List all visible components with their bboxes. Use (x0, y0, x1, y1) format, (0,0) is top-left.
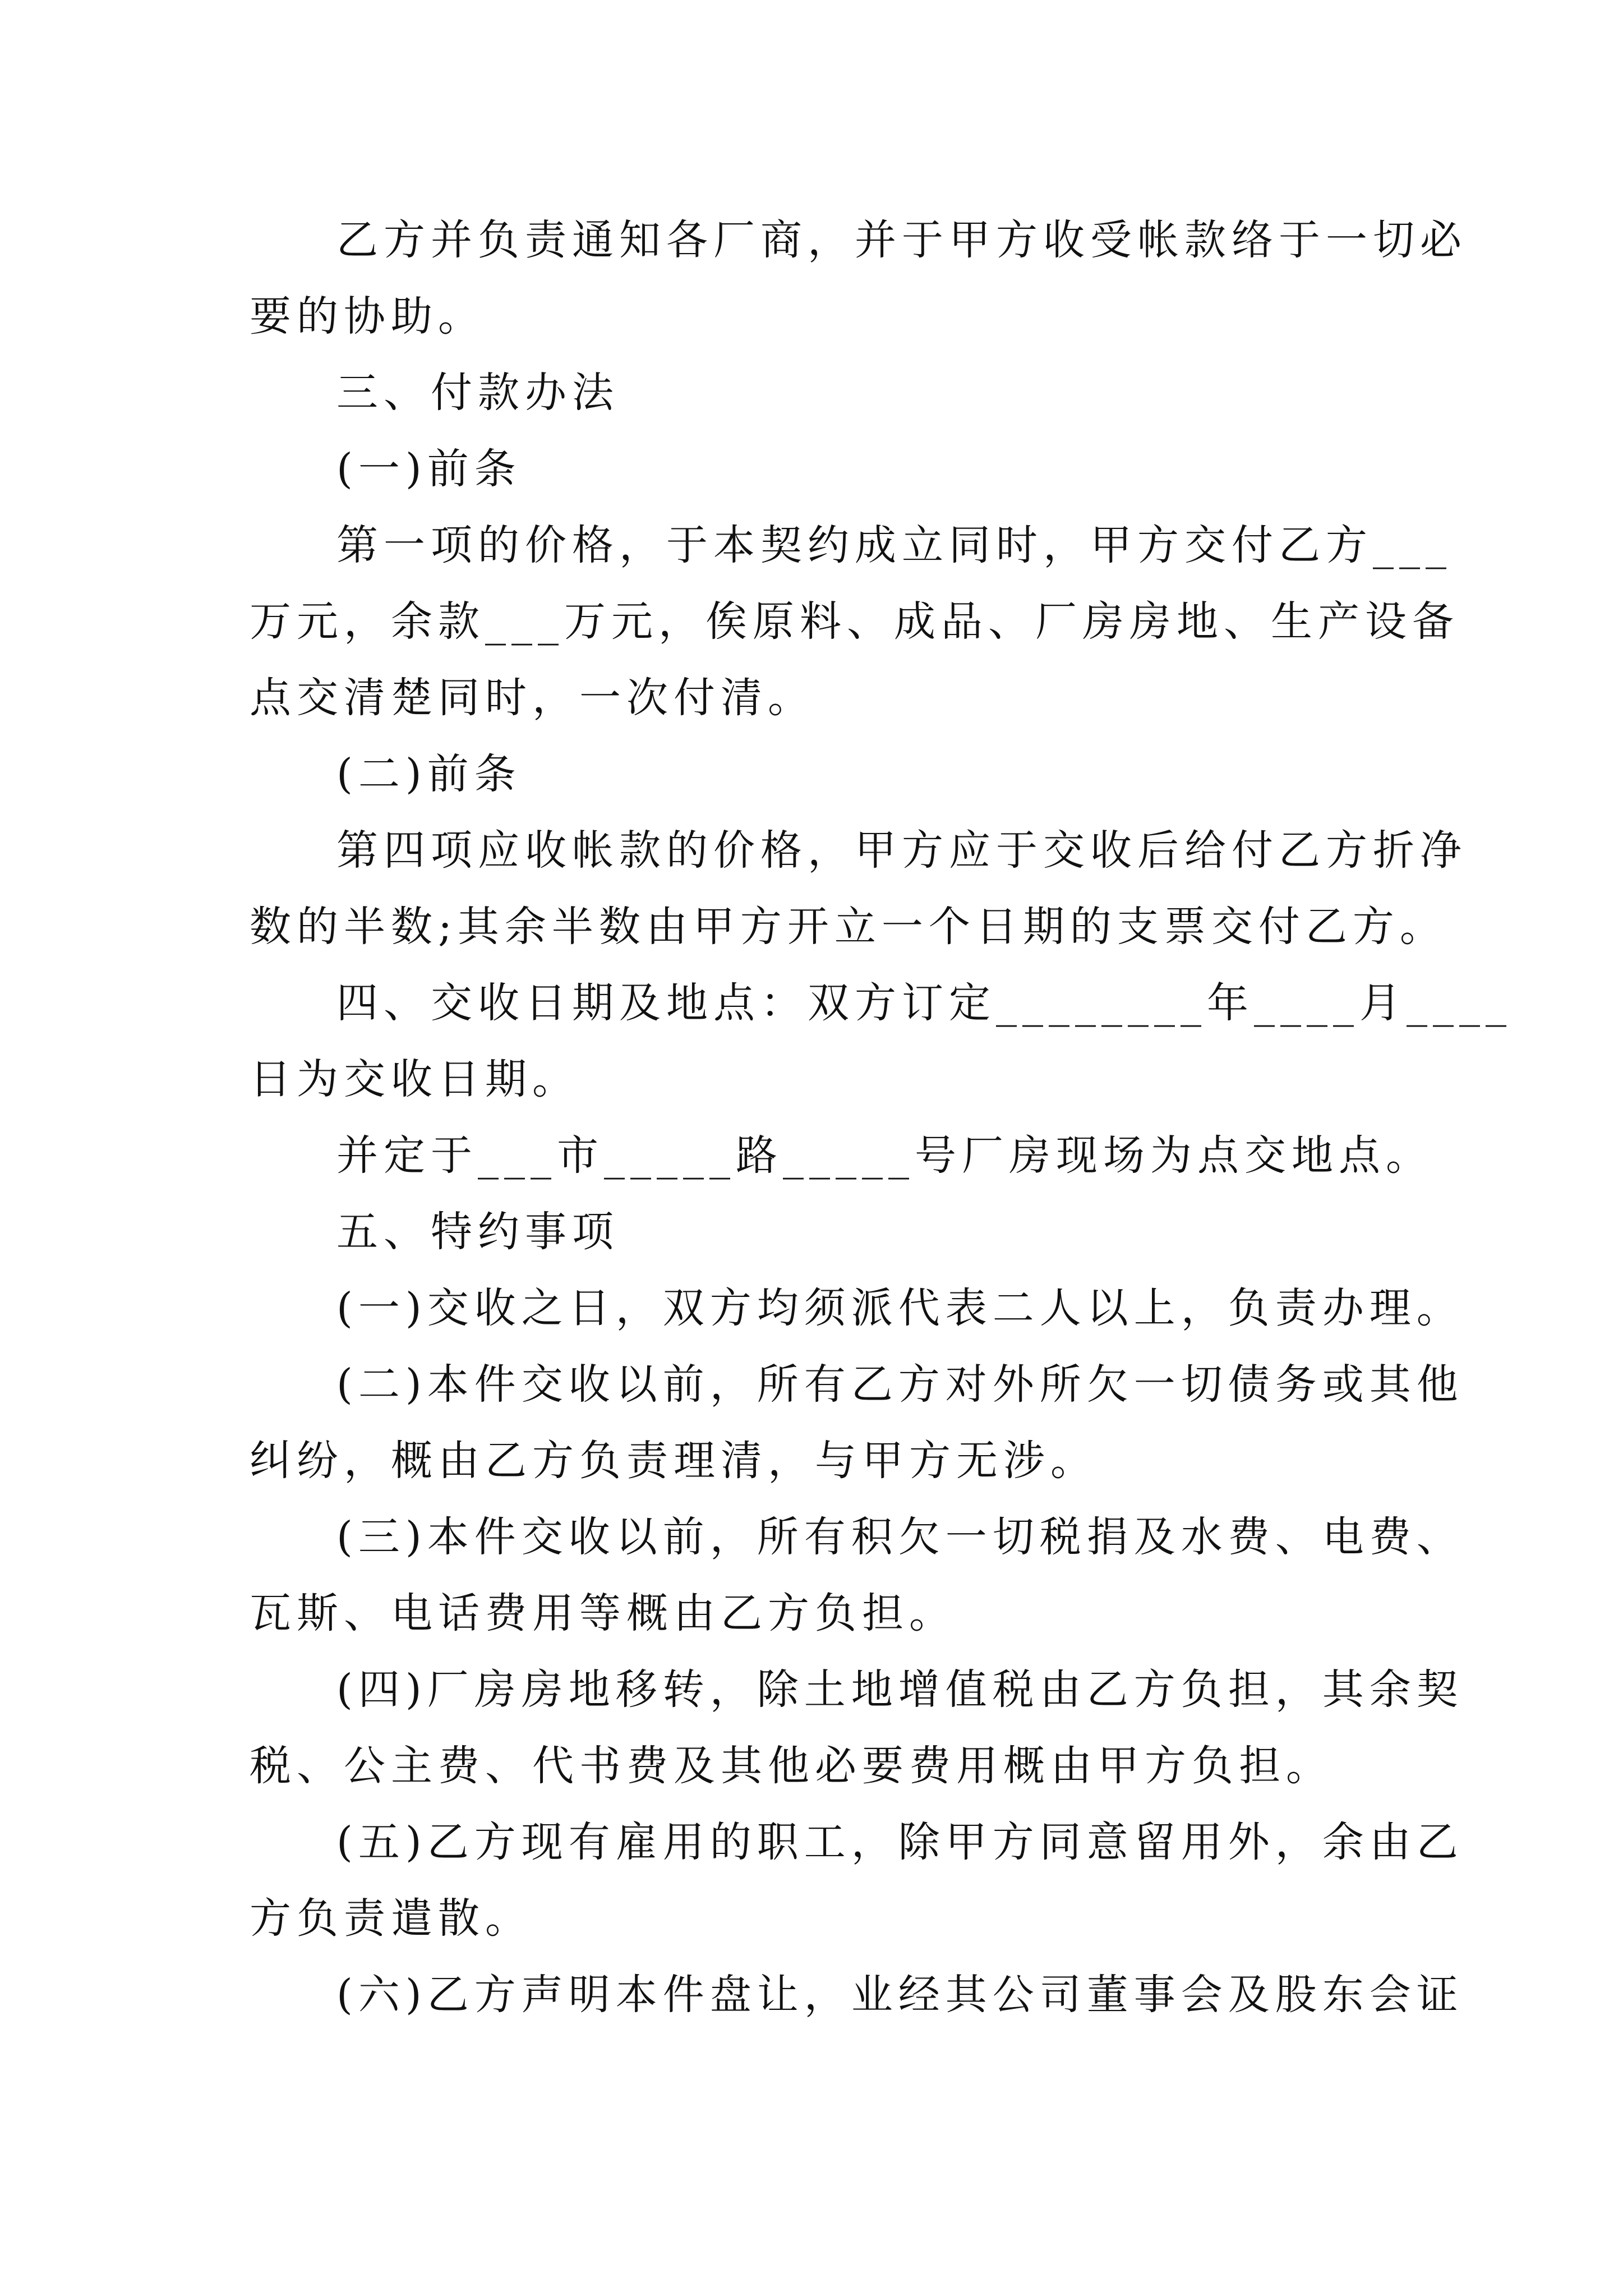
text-line-16: (二)本件交收以前，所有乙方对外所欠一切债务或其他 (336, 1360, 1464, 1409)
text-line-23: 方负责遣散。 (250, 1894, 532, 1943)
text-line-5: 第一项的价格，于本契约成立同时，甲方交付乙方___ (336, 521, 1452, 569)
text-line-7: 点交清楚同时，一次付清。 (250, 674, 815, 722)
text-line-10: 数的半数;其余半数由甲方开立一个日期的支票交付乙方。 (250, 903, 1447, 951)
text-line-22: (五)乙方现有雇用的职工，除甲方同意留用外，余由乙 (336, 1818, 1464, 1866)
text-line-13: 并定于___市_____路_____号厂房现场为点交地点。 (336, 1131, 1433, 1180)
section-heading-3: 三、付款办法 (336, 369, 619, 417)
text-line-1: 乙方并负责通知各厂商，并于甲方收受帐款络于一切必 (336, 216, 1467, 264)
text-line-8: (二)前条 (336, 750, 522, 798)
text-line-17: 纠纷，概由乙方负责理清，与甲方无涉。 (250, 1437, 1098, 1485)
text-line-18: (三)本件交收以前，所有积欠一切税捐及水费、电费、 (336, 1513, 1464, 1561)
section-heading-11: 四、交收日期及地点：双方订定________年____月____ (336, 979, 1512, 1027)
text-line-19: 瓦斯、电话费用等概由乙方负担。 (250, 1589, 956, 1637)
text-line-4: (一)前条 (336, 445, 522, 493)
text-line-15: (一)交收之日，双方均须派代表二人以上，负责办理。 (336, 1284, 1464, 1332)
text-line-21: 税、公主费、代书费及其他必要费用概由甲方负担。 (250, 1742, 1333, 1790)
text-line-6: 万元，余款___万元，俟原料、成品、厂房房地、生产设备 (250, 597, 1459, 646)
section-heading-14: 五、特约事项 (336, 1208, 619, 1256)
text-line-9: 第四项应收帐款的价格，甲方应于交收后给付乙方折净 (336, 826, 1467, 875)
text-line-2: 要的协助。 (250, 292, 485, 341)
text-line-20: (四)厂房房地移转，除土地增值税由乙方负担，其余契 (336, 1665, 1464, 1714)
text-line-24: (六)乙方声明本件盘让，业经其公司董事会及股东会证 (336, 1971, 1464, 2019)
text-line-12: 日为交收日期。 (250, 1055, 579, 1103)
